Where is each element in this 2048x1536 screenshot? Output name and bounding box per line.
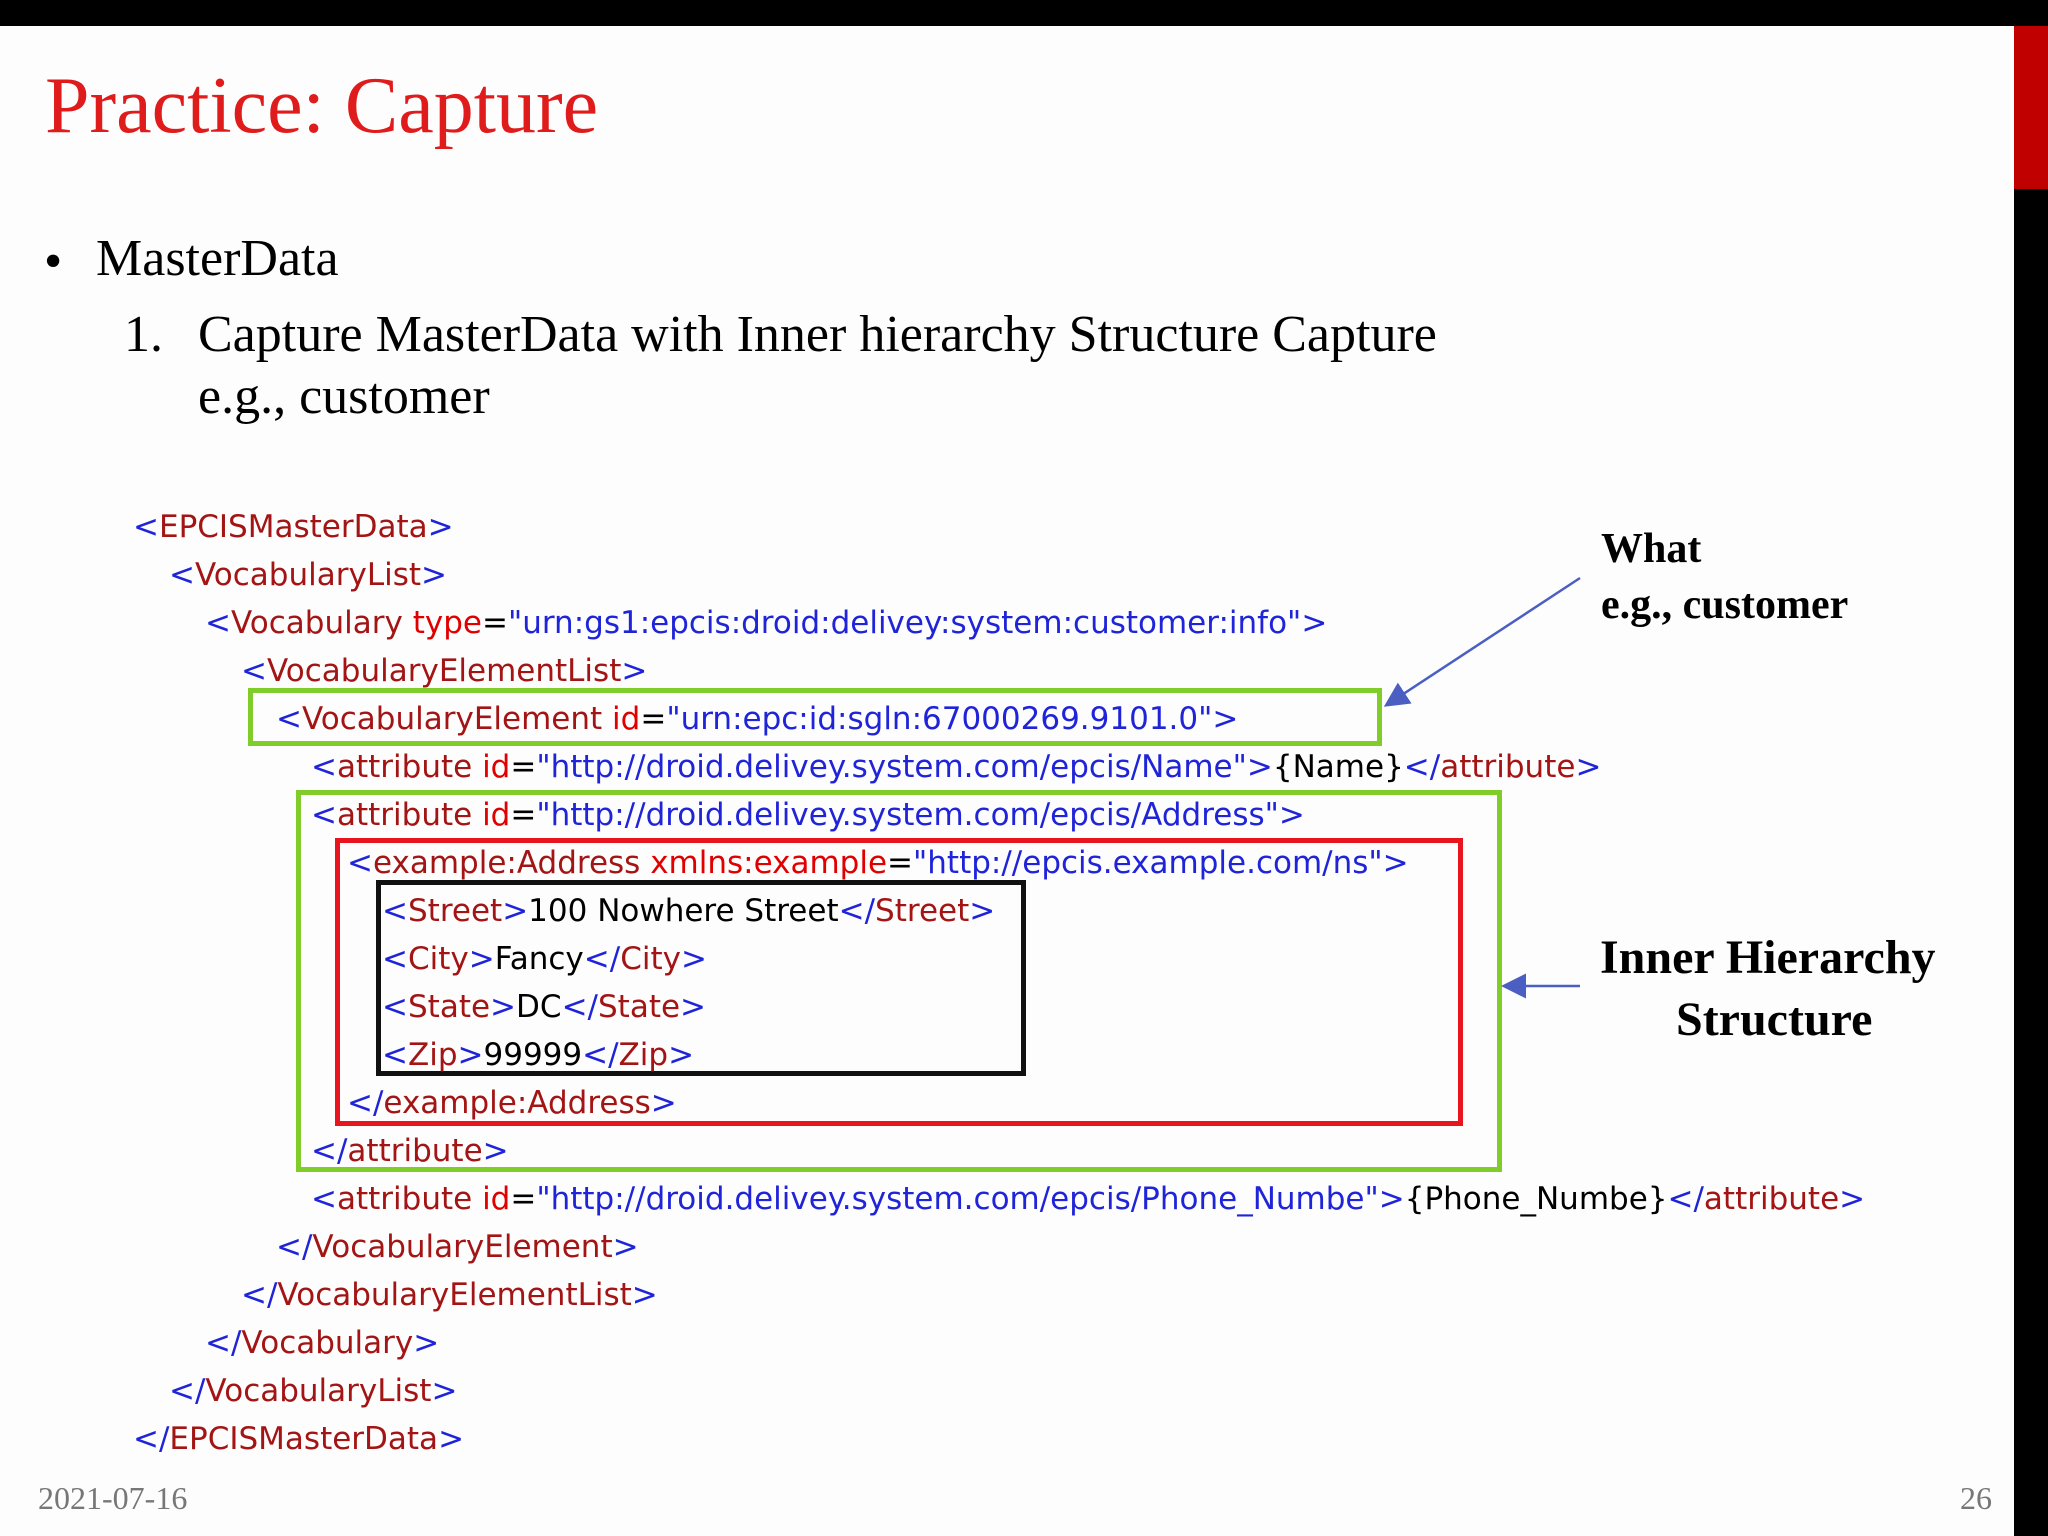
bullet-masterdata: MasterData [96,230,339,287]
element-text: 100 Nowhere Street [528,893,839,929]
tag-bracket: > [457,1037,484,1073]
tag-name: example:Address [383,1085,651,1121]
what-example-label: e.g., customer [1601,582,1849,628]
tag-bracket: > [680,941,707,977]
tag-bracket: > [1278,797,1305,833]
tag-bracket: </ [838,893,876,929]
tag-name: EPCISMasterData [169,1421,439,1457]
tag-bracket: </ [1667,1181,1704,1217]
attr-name: id [612,701,641,737]
tag-bracket: > [969,893,996,929]
attr-name: id [482,749,511,785]
tag-bracket: < [311,749,337,785]
tag-bracket: < [276,701,302,737]
tag-name: attribute [336,1181,473,1217]
tag-bracket: > [1575,749,1602,785]
tag-bracket: < [382,989,408,1025]
tag-bracket: </ [347,1085,384,1121]
tag-bracket: > [1839,1181,1866,1217]
tag-bracket: < [311,1181,337,1217]
tag-bracket: > [631,1277,658,1313]
tag-bracket: </ [582,1037,619,1073]
attr-value: "http://droid.delivey.system.com/epcis/Phone_Numbe" [536,1181,1379,1217]
tag-bracket: > [421,557,447,593]
tag-name: example:Address [372,845,641,881]
tag-name: attribute [336,797,473,833]
tag-name: EPCISMasterData [158,509,428,545]
tag-bracket: </ [561,989,598,1025]
tag-name: VocabularyElementList [266,653,622,689]
tag-name: attribute [1703,1181,1840,1217]
tag-bracket: < [347,845,373,881]
tag-bracket: < [382,941,408,977]
inner-hierarchy-label-line2: Structure [1676,993,1873,1046]
tag-bracket: </ [169,1373,206,1409]
tag-name: attribute [336,749,473,785]
tag-bracket: < [133,509,159,545]
tag-bracket: > [612,1229,639,1265]
tag-name: Zip [618,1037,669,1073]
attr-name: id [482,797,511,833]
attr-value: "urn:gs1:epcis:droid:delivey:system:customer:info" [507,605,1302,641]
tag-bracket: </ [205,1325,242,1361]
tag-bracket: < [205,605,231,641]
attr-name: xmlns:example [650,845,888,881]
attr-value: "http://epcis.example.com/ns" [913,845,1383,881]
attr-value: "http://droid.delivey.system.com/epcis/Address" [536,797,1279,833]
tag-bracket: </ [241,1277,278,1313]
list-item-text-line2: e.g., customer [198,368,490,425]
tag-name: Zip [407,1037,458,1073]
attr-name: type [412,605,482,641]
element-text: {Phone_Numbe} [1404,1181,1668,1217]
tag-name: VocabularyElementList [277,1277,632,1313]
tag-bracket: > [468,941,495,977]
equals-sign: = [510,1181,537,1217]
tag-bracket: > [1378,1181,1405,1217]
tag-name: City [620,941,681,977]
tag-bracket: < [311,797,337,833]
equals-sign: = [481,605,508,641]
tag-bracket: < [382,1037,408,1073]
tag-name: VocabularyElement [301,701,603,737]
tag-name: Vocabulary [241,1325,414,1361]
element-text: {Name} [1272,749,1404,785]
tag-name: attribute [1440,749,1576,785]
tag-bracket: > [490,989,517,1025]
tag-bracket: > [431,1373,458,1409]
list-item-number: 1. [124,306,163,363]
tag-bracket: </ [1403,749,1441,785]
tag-bracket: > [1246,749,1273,785]
tag-bracket: </ [583,941,621,977]
tag-bracket: > [1301,605,1328,641]
attr-value: "http://droid.delivey.system.com/epcis/Name" [536,749,1247,785]
tag-name: VocabularyElement [312,1229,613,1265]
tag-name: Street [407,893,503,929]
tag-bracket: > [438,1421,465,1457]
tag-bracket: > [427,509,454,545]
tag-bracket: > [413,1325,440,1361]
tag-name: State [597,989,681,1025]
bullet-icon: • [44,233,63,290]
tag-bracket: </ [311,1133,348,1169]
tag-name: State [407,989,491,1025]
tag-bracket: < [241,653,267,689]
tag-name: VocabularyList [194,557,422,593]
tag-bracket: > [668,1037,695,1073]
tag-bracket: > [650,1085,677,1121]
tag-name: VocabularyList [205,1373,432,1409]
tag-bracket: > [680,989,707,1025]
list-item-text-line1: Capture MasterData with Inner hierarchy Structure Capture [198,306,1437,363]
equals-sign: = [510,797,537,833]
tag-bracket: > [1382,845,1409,881]
equals-sign: = [887,845,914,881]
tag-bracket: > [1212,701,1239,737]
tag-bracket: < [169,557,195,593]
tag-bracket: </ [133,1421,170,1457]
attr-name: id [482,1181,511,1217]
element-text: 99999 [483,1037,583,1073]
tag-name: City [407,941,469,977]
tag-name: Vocabulary [230,605,403,641]
tag-name: Street [875,893,970,929]
tag-bracket: </ [276,1229,313,1265]
tag-bracket: > [621,653,648,689]
equals-sign: = [640,701,667,737]
tag-name: attribute [347,1133,483,1169]
tag-bracket: > [502,893,529,929]
equals-sign: = [510,749,537,785]
tag-bracket: < [382,893,408,929]
inner-hierarchy-label-line1: Inner Hierarchy [1600,931,1936,984]
page-number: 26 [1960,1480,1992,1516]
tag-bracket: > [482,1133,509,1169]
what-arrow-icon [1388,578,1580,704]
what-label: What [1601,526,1702,572]
footer-date: 2021-07-16 [38,1480,188,1516]
element-text: DC [516,989,562,1025]
attr-value: "urn:epc:id:sgln:67000269.9101.0" [666,701,1213,737]
slide-title: Practice: Capture [45,62,599,150]
element-text: Fancy [494,941,584,977]
